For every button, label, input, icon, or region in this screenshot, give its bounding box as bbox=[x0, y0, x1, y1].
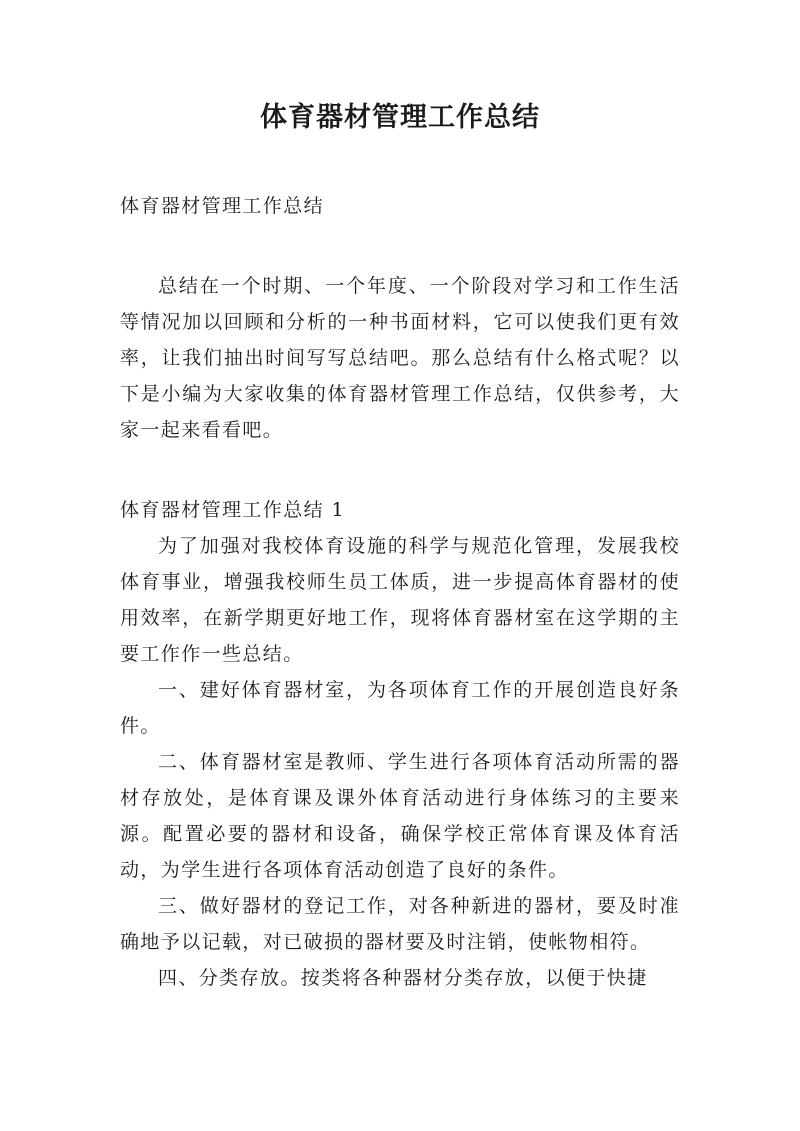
body-paragraph: 三、做好器材的登记工作，对各种新进的器材，要及时准确地予以记载，对已破损的器材要及时注销，使帐物相符。 bbox=[120, 895, 680, 953]
section-heading-1: 体育器材管理工作总结 1 bbox=[120, 499, 345, 521]
intro-paragraph: 总结在一个时期、一个年度、一个阶段对学习和工作生活等情况加以回顾和分析的一种书面材料，它可以使我们更有效率，让我们抽出时间写写总结吧。那么总结有什么格式呢？以下是小编为大家收集的体育器材管理工作总结，仅供参考，大家一起来看看吧。 bbox=[120, 275, 680, 441]
body-paragraph: 一、建好体育器材室，为各项体育工作的开展创造良好条件。 bbox=[120, 679, 680, 737]
body-paragraph: 为了加强对我校体育设施的科学与规范化管理，发展我校体育事业，增强我校师生员工体质，进一步提高体育器材的使用效率，在新学期更好地工作，现将体育器材室在这学期的主要工作作一些总结。 bbox=[120, 535, 680, 665]
document-title: 体育器材管理工作总结 bbox=[260, 102, 540, 133]
body-paragraph: 二、体育器材室是教师、学生进行各项体育活动所需的器材存放处，是体育课及课外体育活动进行身体练习的主要来源。配置必要的器材和设备，确保学校正常体育课及体育活动，为学生进行各项体育活动创造了良好的条件。 bbox=[120, 751, 680, 881]
body-paragraph: 四、分类存放。按类将各种器材分类存放，以便于快捷 bbox=[158, 967, 648, 989]
section-heading: 体育器材管理工作总结 bbox=[120, 195, 325, 217]
document-body bbox=[120, 188, 680, 996]
